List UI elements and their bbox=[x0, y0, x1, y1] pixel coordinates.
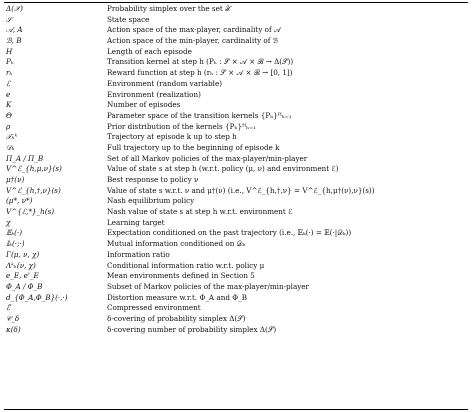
table-row bbox=[4, 207, 468, 218]
notation-symbol: rₕ bbox=[6, 68, 13, 78]
notation-symbol: 𝕀ₖ(·;·) bbox=[6, 239, 25, 249]
notation-symbol: 𝒟ₖ bbox=[6, 142, 15, 152]
notation-symbol: 𝔼ₖ(·) bbox=[6, 228, 22, 238]
notation-description: Parameter space of the transition kernels {Pₕ}ᴴₕ₌₁ bbox=[107, 110, 292, 120]
table-row bbox=[4, 303, 468, 314]
notation-description: Value of state s w.r.t. ν and μ†(ν) (i.e., V^ℰ_{h,†,ν} = V^ℰ_{h,μ†(ν),ν}(s)) bbox=[107, 185, 375, 195]
notation-symbol: Θ bbox=[6, 110, 12, 120]
notation-description: Expectation conditioned on the past trajectory (i.e., 𝔼ₖ(·) = 𝔼(·|𝒟ₖ)) bbox=[107, 228, 352, 238]
notation-symbol: χ bbox=[6, 217, 11, 227]
table-row bbox=[4, 15, 468, 26]
notation-symbol: ℬ, B bbox=[6, 36, 22, 46]
table-row bbox=[4, 261, 468, 272]
table-row bbox=[4, 218, 468, 229]
notation-description: Nash value of state s at step h w.r.t. environment ℰ bbox=[107, 207, 293, 217]
notation-symbol: ℰ̃ bbox=[6, 303, 11, 313]
table-row bbox=[4, 325, 468, 336]
bottom-rule bbox=[4, 409, 468, 410]
notation-symbol: Φ_A / Φ_B bbox=[6, 281, 43, 291]
table-row bbox=[4, 196, 468, 207]
notation-description: Number of episodes bbox=[107, 100, 181, 110]
notation-description: Environment (random variable) bbox=[107, 78, 223, 88]
notation-description: δ-covering of probability simplex Δ(𝒮) bbox=[107, 313, 246, 323]
notation-description: Mutual information conditioned on 𝒟ₖ bbox=[107, 239, 246, 249]
table-row bbox=[4, 228, 468, 239]
notation-symbol: ρ bbox=[6, 121, 11, 131]
table-row bbox=[4, 314, 468, 325]
table-row bbox=[4, 239, 468, 250]
notation-symbol: (μ*, ν*) bbox=[6, 196, 33, 206]
table-row bbox=[4, 100, 468, 111]
notation-description: Action space of the min-player, cardinality of ℬ bbox=[107, 36, 279, 46]
notation-symbol: V^ℰ_{h,†,ν}(s) bbox=[6, 185, 61, 195]
notation-description: Reward function at step h (rₕ : 𝒮 × 𝒜 × ℬ → [0, 1]) bbox=[107, 68, 293, 78]
notation-symbol: H bbox=[6, 46, 13, 56]
table-row bbox=[4, 122, 468, 133]
notation-description: Action space of the max-player, cardinality of 𝒜 bbox=[107, 25, 281, 35]
notation-symbol: Pₕ bbox=[6, 57, 14, 67]
table-row bbox=[4, 164, 468, 175]
notation-description: Mean environments defined in Section 5 bbox=[107, 271, 255, 281]
table-row bbox=[4, 143, 468, 154]
table-row bbox=[4, 68, 468, 79]
notation-symbol: e bbox=[6, 89, 11, 99]
table-row bbox=[4, 47, 468, 58]
notation-description: State space bbox=[107, 14, 150, 24]
notation-description: Trajectory at episode k up to step h bbox=[107, 132, 237, 142]
notation-table bbox=[4, 4, 468, 335]
notation-symbol: ℰ bbox=[6, 78, 11, 88]
notation-description: Nash equilibrium policy bbox=[107, 196, 195, 206]
table-row bbox=[4, 132, 468, 143]
notation-symbol: Π_A / Π_B bbox=[6, 153, 44, 163]
notation-symbol: Δ(𝒳) bbox=[6, 4, 23, 13]
notation-description: Value of state s at step h (w.r.t. policy (μ, ν) and environment ℰ) bbox=[107, 164, 339, 174]
notation-description: Subset of Markov policies of the max-player/min-player bbox=[107, 281, 309, 291]
notation-symbol: K bbox=[6, 100, 12, 110]
table-row bbox=[4, 250, 468, 261]
table-row bbox=[4, 282, 468, 293]
notation-symbol: 𝒜, A bbox=[6, 25, 23, 35]
table-row bbox=[4, 154, 468, 165]
table-row bbox=[4, 111, 468, 122]
table-row bbox=[4, 36, 468, 47]
notation-symbol: V^ℰ_{h,μ,ν}(s) bbox=[6, 164, 62, 174]
notation-description: Distortion measure w.r.t. Φ_A and Φ_B bbox=[107, 292, 247, 302]
table-row bbox=[4, 293, 468, 304]
notation-description: δ-covering number of probability simplex Δ(𝒮) bbox=[107, 324, 277, 334]
notation-table-body bbox=[4, 4, 468, 335]
notation-symbol: 𝒞_δ bbox=[6, 313, 20, 323]
table-row bbox=[4, 79, 468, 90]
notation-symbol: Λᵏₕ(ν, χ) bbox=[6, 260, 36, 270]
notation-description: Best response to policy ν bbox=[107, 175, 199, 184]
notation-symbol: μ†(ν) bbox=[6, 175, 25, 184]
notation-description: Conditional information ratio w.r.t. policy μ bbox=[107, 260, 265, 270]
notation-symbol: d_{Φ_A,Φ_B}(·,·) bbox=[6, 292, 68, 302]
notation-description: Prior distribution of the kernels {Pₕ}ᴴₕ₌₁ bbox=[107, 121, 256, 131]
table-row bbox=[4, 4, 468, 15]
table-row bbox=[4, 57, 468, 68]
table-row bbox=[4, 175, 468, 186]
table-row bbox=[4, 271, 468, 282]
notation-symbol: e_E, e'_E bbox=[6, 271, 39, 281]
notation-symbol: 𝒮 bbox=[6, 14, 12, 24]
table-row bbox=[4, 25, 468, 36]
table-row bbox=[4, 186, 468, 197]
notation-symbol: 𝒯ₕᵏ bbox=[6, 132, 18, 142]
notation-description: Transition kernel at step h (Pₕ : 𝒮 × 𝒜 × ℬ → Δ(𝒮)) bbox=[107, 57, 294, 67]
table-row bbox=[4, 90, 468, 101]
notation-symbol: κ(δ) bbox=[6, 324, 21, 334]
notation-description: Set of all Markov policies of the max-player/min-player bbox=[107, 153, 308, 163]
notation-description: Probability simplex over the set 𝒳 bbox=[107, 4, 232, 13]
notation-description: Compressed environment bbox=[107, 303, 201, 313]
notation-description: Learning target bbox=[107, 217, 165, 227]
notation-description: Length of each episode bbox=[107, 46, 192, 56]
notation-description: Environment (realization) bbox=[107, 89, 201, 99]
notation-description: Information ratio bbox=[107, 249, 170, 259]
notation-symbol: Γ(μ, ν, χ) bbox=[6, 249, 40, 259]
top-rule bbox=[4, 2, 468, 3]
notation-symbol: V^{ℰ,*}_h(s) bbox=[6, 207, 55, 217]
notation-description: Full trajectory up to the beginning of episode k bbox=[107, 142, 280, 152]
